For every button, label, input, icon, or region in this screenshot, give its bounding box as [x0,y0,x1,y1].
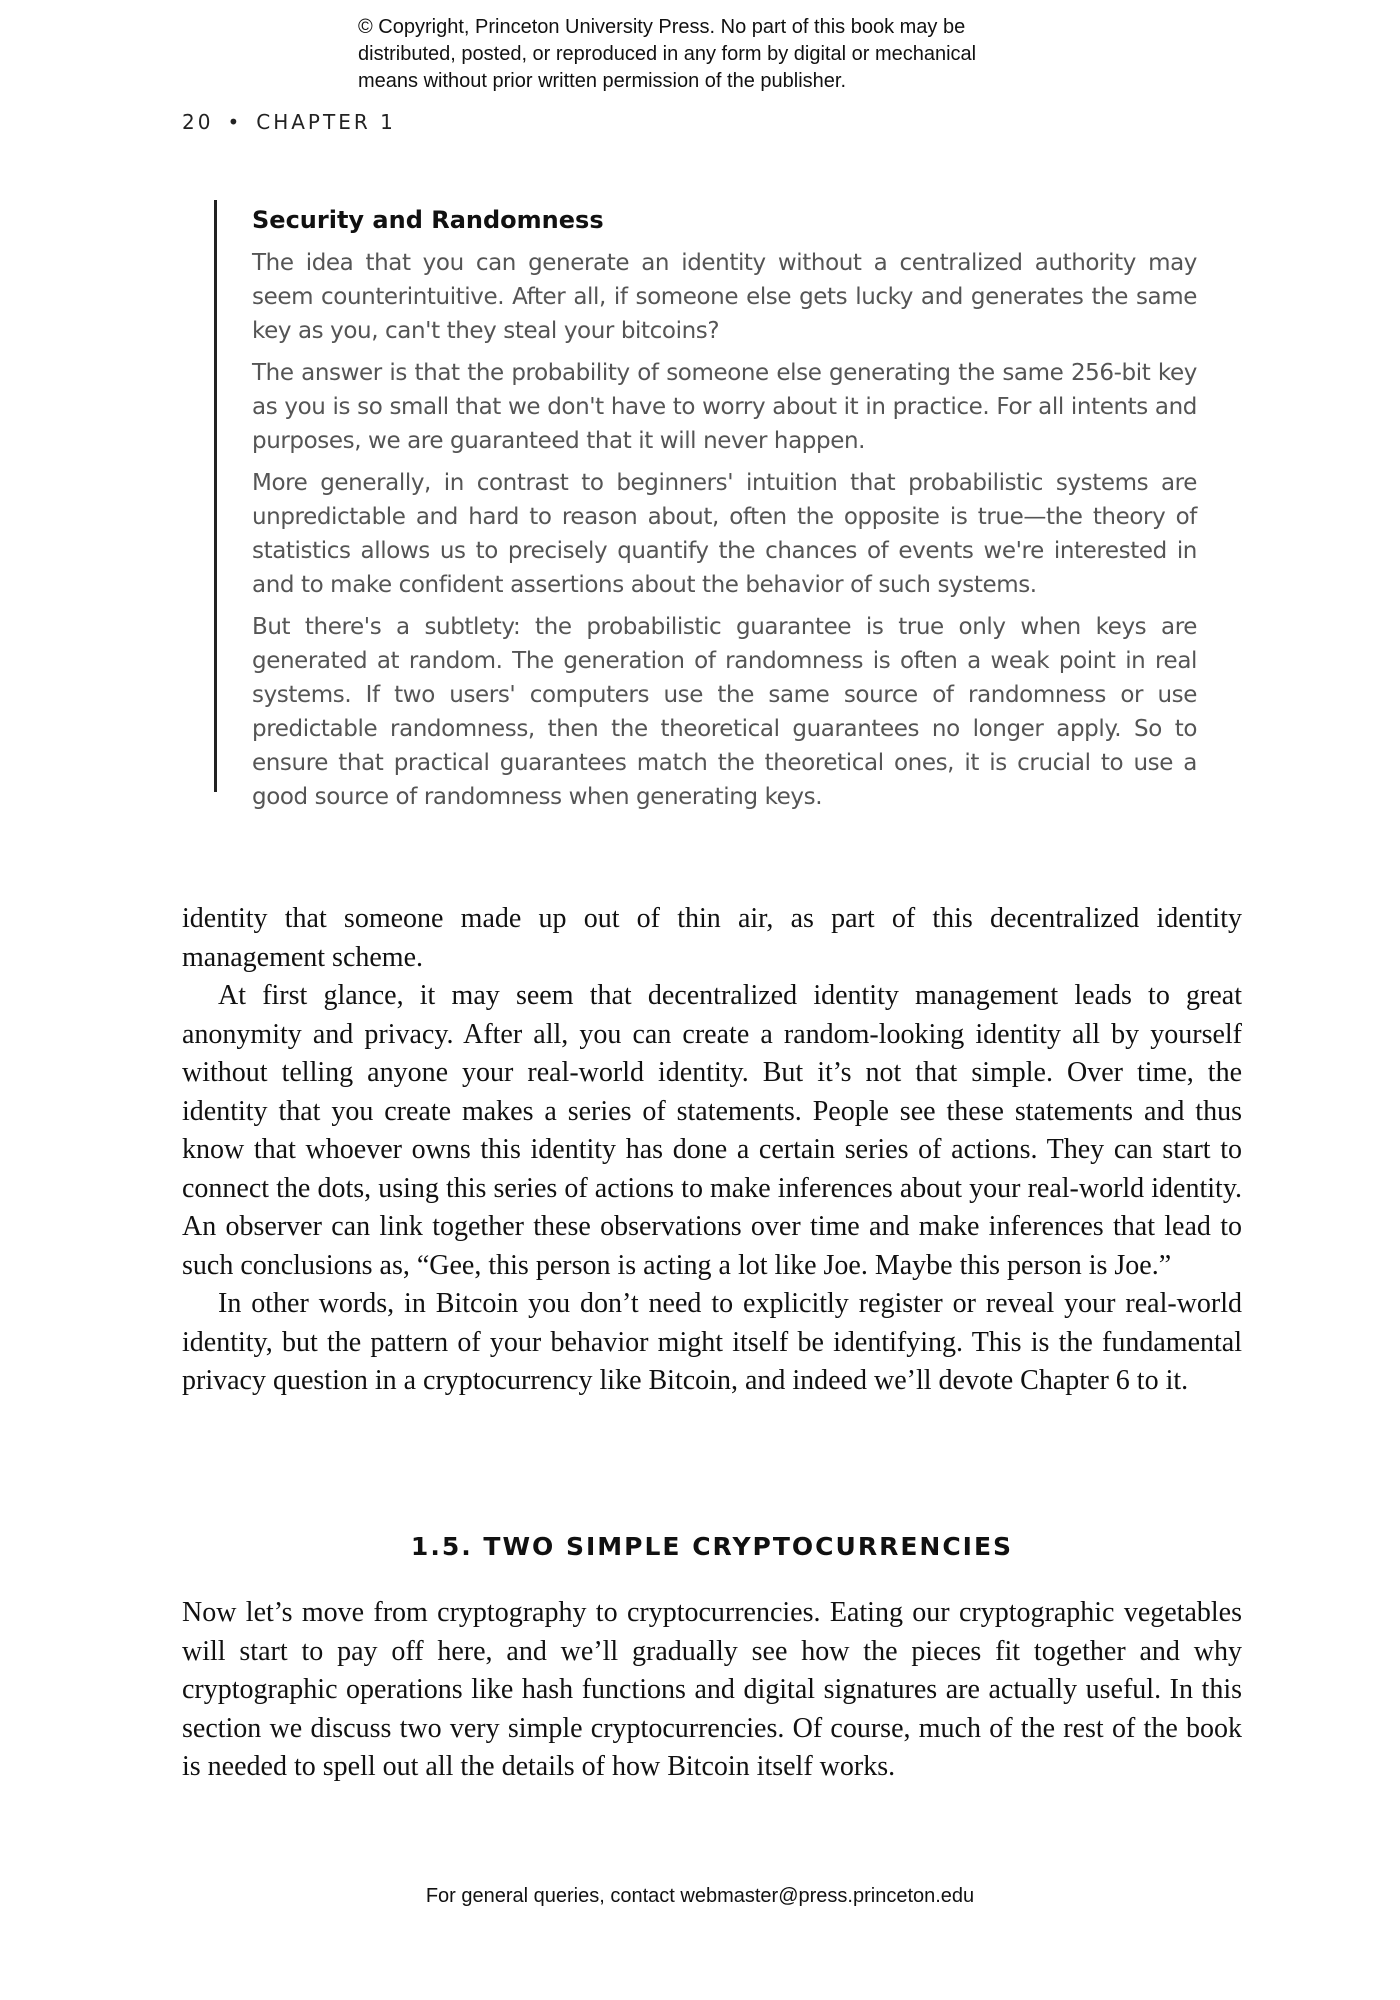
section-text [182,1594,1242,1787]
running-head [182,110,396,134]
copyright-line: distributed, posted, or reproduced in any form by digital or mechanical [358,43,977,65]
chapter-label: CHAPTER 1 [256,110,396,134]
body-text [182,900,1242,1401]
sidebar-box [214,200,1201,810]
sidebar-content [252,200,1197,822]
sidebar-paragraph: More generally, in contrast to beginners' intuition that probabilistic systems are unpredictable and hard to reason about, often the opposite is true—the theory of statistics allows us to precisely quantify the chances of events we're interested in and to make confident assertions about the behavior of such systems. [252,470,1197,598]
section-heading: 1.5. TWO SIMPLE CRYPTOCURRENCIES [410,1532,1014,1561]
copyright-line: means without prior written permission of the publisher. [358,70,847,92]
sidebar-paragraph: The answer is that the probability of someone else generating the same 256-bit key as you is so small that we don't have to worry about it in practice. For all intents and purposes, we are guaranteed that it will never happen. [252,360,1197,454]
page-number: 20 [182,110,214,134]
sidebar-title: Security and Randomness [252,206,604,234]
body-paragraph: At first glance, it may seem that decentralized identity management leads to great anonymity and privacy. After all, you can create a random-looking identity all by yourself without telling anyone your real-world identity. But it’s not that simple. Over time, the identity that you create makes a series of statements. People see these statements and thus know that whoever owns this identity has done a certain series of actions. They can start to connect the dots, using this series of actions to make inferences about your real-world identity. An observer can link together these observations over time and make inferences that lead to such conclusions as, “Gee, this person is acting a lot like Joe. Maybe this person is Joe.” [182,980,1242,1281]
body-paragraph: In other words, in Bitcoin you don’t need to explicitly register or reveal your real-world identity, but the pattern of your behavior might itself be identifying. This is the fundamental privacy question in a cryptocurrency like Bitcoin, and indeed we’ll devote Chapter 6 to it. [182,1288,1242,1396]
copyright-line: © Copyright, Princeton University Press. No part of this book may be [358,16,966,38]
section-paragraph: Now let’s move from cryptography to cryptocurrencies. Eating our cryptographic vegetables will start to pay off here, and we’ll gradually see how the pieces fit together and why cryptographic operations like hash functions and digital signatures are actually useful. In this section we discuss two very simple cryptocurrencies. Of course, much of the rest of the book is needed to spell out all the details of how Bitcoin itself works. [182,1597,1242,1782]
bullet-separator: • [227,110,243,134]
copyright-notice [358,14,1118,95]
sidebar-paragraph: But there's a subtlety: the probabilistic guarantee is true only when keys are generated at random. The generation of randomness is often a weak point in real systems. If two users' computers use the same source of randomness or use predictable randomness, then the theoretical guarantees no longer apply. So to ensure that practical guarantees match the theoretical ones, it is crucial to use a good source of randomness when generating keys. [252,614,1197,810]
footer-contact: For general queries, contact webmaster@press.princeton.edu [425,1885,975,1907]
body-paragraph: identity that someone made up out of thin air, as part of this decentralized identity management scheme. [182,903,1242,973]
sidebar-paragraph: The idea that you can generate an identity without a centralized authority may seem counterintuitive. After all, if someone else gets lucky and generates the same key as you, can't they steal your bitcoins? [252,250,1197,344]
